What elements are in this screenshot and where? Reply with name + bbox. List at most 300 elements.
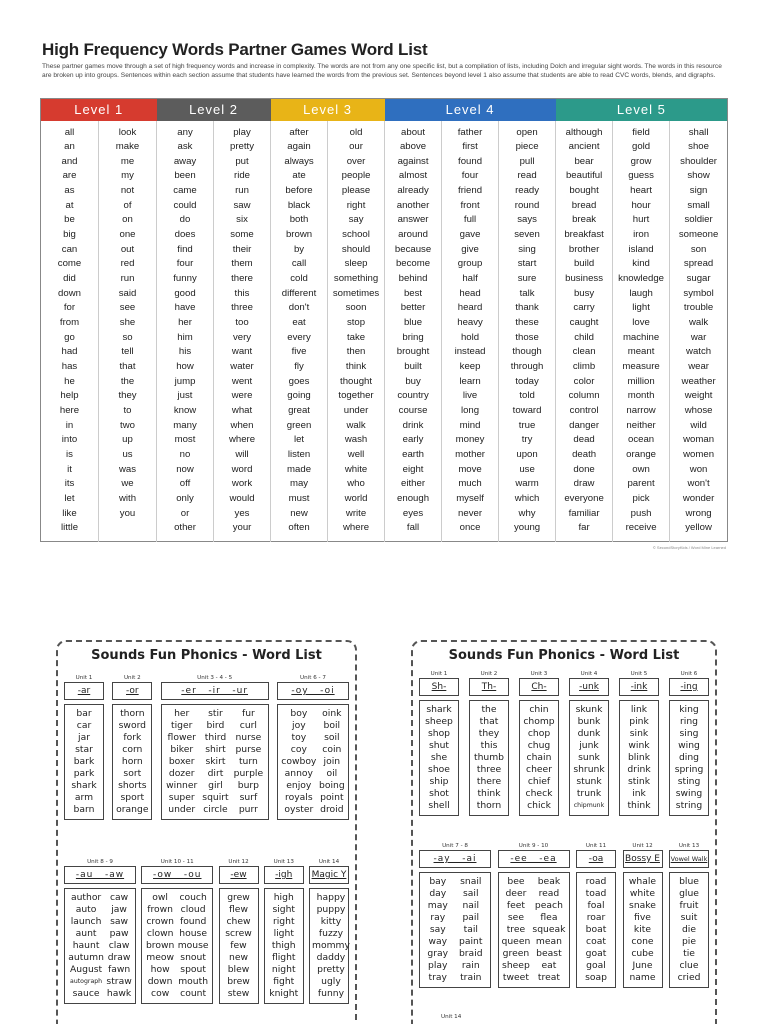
word-item: field (632, 126, 650, 138)
word-item: upon (516, 448, 538, 460)
word-item: mind (459, 419, 481, 431)
word-item: heard (457, 302, 483, 314)
word-list-box (64, 888, 136, 1004)
word-item: become (395, 258, 431, 270)
unit-label: Unit 7 - 8 (442, 843, 468, 849)
phonogram-box (419, 678, 459, 696)
word-item: friend (458, 185, 483, 197)
unit-label: Unit 14 (441, 1014, 462, 1020)
word-item: knight (269, 988, 299, 999)
word-item: eat (292, 317, 306, 329)
word-item: how (176, 361, 194, 372)
word-item: own (632, 463, 650, 475)
word-item: bunk (577, 716, 601, 727)
word-item: work (231, 478, 253, 490)
word-list-box (669, 872, 709, 988)
word-item: her (174, 708, 190, 719)
word-item: four (461, 170, 479, 182)
word-item: far (578, 522, 590, 534)
word-item: eight (402, 463, 424, 475)
word-item: into (61, 434, 78, 446)
word-item: three (476, 764, 502, 775)
unit-label: Unit 3 - 4 - 5 (197, 675, 233, 681)
word-item: check (525, 788, 553, 799)
phonogram-label: -ow -ou (153, 870, 202, 880)
word-item: did (63, 273, 76, 285)
word-item: on (122, 214, 133, 226)
word-item: corn (122, 744, 143, 755)
word-item: told (519, 390, 535, 402)
word-item: roar (586, 912, 606, 923)
word-item: guess (628, 170, 654, 182)
word-item: often (288, 522, 310, 534)
word-item: of (123, 199, 132, 211)
word-item: skunk (575, 704, 603, 715)
unit-group-2 (64, 858, 349, 1004)
word-item: walk (346, 419, 366, 431)
word-item: little (60, 522, 79, 534)
word-item: chew (226, 916, 251, 927)
word-item: under (168, 804, 196, 815)
word-item: toy (291, 732, 307, 743)
word-item: ready (515, 185, 540, 197)
word-item: though (512, 346, 542, 358)
word-item: familiar (568, 507, 600, 519)
word-item: royals (285, 792, 313, 803)
word-item: should (341, 243, 371, 255)
word-item: squeak (532, 924, 566, 935)
word-item: hawk (106, 988, 132, 999)
word-item: launch (70, 916, 102, 927)
word-item: myself (456, 492, 484, 504)
word-item: carry (573, 302, 595, 314)
word-item: go (64, 331, 75, 343)
word-item: oyster (284, 804, 314, 815)
word-column (613, 121, 670, 542)
word-item: happy (316, 892, 346, 903)
word-item: won (689, 463, 708, 475)
word-item: those (515, 331, 539, 343)
word-item: wing (678, 740, 700, 751)
word-item: sort (123, 768, 142, 779)
word-item: us (122, 448, 133, 460)
word-item: dead (573, 434, 595, 446)
word-item: breakfast (564, 229, 604, 241)
word-item: are (62, 170, 77, 182)
phonogram-label: -oy -oi (291, 686, 335, 696)
word-item: my (121, 170, 134, 182)
word-list-box (619, 700, 659, 816)
word-item: peach (534, 900, 563, 911)
word-item: front (460, 199, 480, 211)
word-column (214, 121, 271, 542)
word-item: let (293, 434, 305, 446)
word-item: bar (76, 708, 92, 719)
word-list-box (112, 704, 152, 820)
word-item: grew (227, 892, 250, 903)
word-item: there (476, 776, 502, 787)
word-item: better (400, 302, 426, 314)
word-item: they (118, 390, 137, 402)
word-item: shorts (118, 780, 147, 791)
word-item: straw (106, 976, 132, 987)
word-item: he (64, 375, 75, 387)
unit-label: Unit 3 (530, 671, 548, 677)
word-item: went (231, 375, 253, 387)
word-item: above (399, 141, 427, 153)
word-item: buy (405, 375, 421, 387)
word-item: chop (527, 728, 551, 739)
word-item: autograph (70, 978, 103, 985)
word-item: chain (526, 752, 552, 763)
word-item: all (64, 126, 75, 138)
word-item: bear (574, 155, 594, 167)
unit-column (419, 670, 459, 816)
word-item: sting (677, 776, 701, 787)
word-item: war (690, 331, 707, 343)
word-item: treat (537, 972, 560, 983)
word-item: bee (507, 876, 525, 887)
phonogram-label: -ink (630, 682, 648, 692)
word-item: too (235, 317, 249, 329)
word-item: small (687, 199, 710, 211)
word-item: circle (203, 804, 228, 815)
word-item: going (287, 390, 311, 402)
word-item: build (573, 258, 595, 270)
phonogram-box (623, 850, 663, 868)
word-item: danger (569, 419, 600, 431)
word-item: chick (527, 800, 551, 811)
unit-label: Unit 14 (318, 859, 340, 865)
word-item: new (229, 952, 248, 963)
word-item: every (287, 331, 311, 343)
word-item: color (573, 375, 595, 387)
unit-label: Unit 11 (585, 843, 607, 849)
word-item: laugh (629, 287, 653, 299)
word-item: beak (537, 876, 561, 887)
word-item: glue (679, 888, 699, 899)
word-item: June (632, 960, 653, 971)
unit-column (469, 670, 509, 816)
word-item: funny (317, 988, 345, 999)
word-item: draw (107, 952, 131, 963)
word-list-box (419, 700, 459, 816)
word-item: no (179, 448, 191, 460)
word-item: shall (688, 126, 709, 138)
word-item: another (396, 199, 430, 211)
word-column (442, 121, 499, 542)
word-item: receive (625, 522, 657, 534)
word-item: flight (271, 952, 296, 963)
word-item: blew (227, 964, 250, 975)
word-item: hour (631, 199, 651, 211)
word-item: again (287, 141, 311, 153)
word-list-box (498, 872, 570, 988)
word-item: ink (632, 788, 646, 799)
word-item: cold (290, 273, 308, 285)
word-item: island (628, 243, 654, 255)
word-item: please (341, 185, 371, 197)
word-item: bird (206, 720, 225, 731)
phonogram-box (309, 866, 349, 884)
word-item: child (574, 331, 594, 343)
word-item: people (341, 170, 371, 182)
word-item: may (289, 478, 309, 490)
word-item: sail (463, 888, 479, 899)
word-item: owl (152, 892, 168, 903)
level-4-header: Level 4 (385, 99, 556, 121)
word-item: long (460, 404, 480, 416)
word-item: symbol (683, 287, 714, 299)
word-item: let (64, 492, 75, 504)
word-item: trouble (683, 302, 714, 314)
word-item: chug (527, 740, 551, 751)
word-item: car (76, 720, 92, 731)
word-item: five (634, 912, 651, 923)
word-item: play (233, 126, 251, 138)
word-item: green (502, 948, 530, 959)
unit-label: Unit 1 (75, 675, 93, 681)
word-item: piece (515, 141, 539, 153)
word-item: start (517, 258, 537, 270)
word-item: wild (690, 419, 707, 431)
word-item: ring (679, 716, 698, 727)
word-item: wink (628, 740, 650, 751)
word-item: thorn (476, 800, 502, 811)
word-item: do (179, 214, 191, 226)
word-list-table (40, 98, 728, 542)
phonogram-label: Vowel Walk (670, 854, 708, 863)
word-item: the (481, 704, 497, 715)
unit-column (498, 842, 570, 988)
word-item: shot (429, 788, 449, 799)
word-item: walk (688, 317, 709, 329)
word-item: fork (123, 732, 142, 743)
word-item: were (231, 390, 253, 402)
word-item: brought (396, 346, 430, 358)
word-item: caught (569, 317, 599, 329)
phonogram-label: -igh (275, 870, 293, 880)
word-item: ride (234, 170, 251, 182)
word-item: horn (121, 756, 143, 767)
word-item: women (683, 448, 715, 460)
word-item: shark (71, 780, 97, 791)
level-3-header: Level 3 (271, 99, 385, 121)
word-item: warm (515, 478, 539, 490)
word-item: chin (529, 704, 549, 715)
word-item: has (61, 361, 78, 372)
word-item: thought (340, 375, 373, 387)
word-item: red (120, 258, 135, 270)
word-item: spring (674, 764, 704, 775)
word-item: their (232, 243, 252, 255)
word-item: round (514, 199, 540, 211)
word-item: head (459, 287, 481, 299)
word-item: third (204, 732, 227, 743)
word-item: dirt (207, 768, 224, 779)
word-item: just (177, 390, 193, 402)
word-item: light (273, 928, 294, 939)
word-item: won't (687, 478, 710, 490)
word-column (328, 121, 385, 542)
word-item: soon (345, 302, 367, 314)
word-item: after (289, 126, 309, 138)
word-item: show (687, 170, 710, 182)
word-item: brother (568, 243, 600, 255)
word-item: read (538, 888, 560, 899)
unit-label: Unit 12 (228, 859, 249, 865)
word-item: snake (629, 900, 656, 911)
word-item: fly (294, 361, 304, 372)
word-item: there (231, 273, 253, 285)
word-item: other (174, 522, 196, 534)
word-item: because (394, 243, 432, 255)
word-item: enjoy (286, 780, 312, 791)
word-item: daddy (316, 952, 346, 963)
word-item: new (290, 507, 308, 519)
unit-label: Unit 13 (678, 843, 700, 849)
word-item: that (119, 361, 136, 372)
word-item: mouse (177, 940, 209, 951)
level-header-row (41, 99, 728, 121)
word-item: her (178, 317, 192, 329)
card-title: Sounds Fun Phonics - Word List (448, 648, 680, 663)
unit-column (309, 858, 349, 1004)
word-item: answer (397, 214, 429, 226)
word-item: although (565, 126, 603, 138)
word-item: flew (229, 904, 248, 915)
word-item: month (627, 390, 655, 402)
word-item: shrunk (573, 764, 605, 775)
word-item: cone (631, 936, 654, 947)
word-item: surf (239, 792, 258, 803)
word-item: soap (585, 972, 607, 983)
word-item: joy (292, 720, 306, 731)
word-item: pail (462, 912, 480, 923)
word-item: thigh (271, 940, 296, 951)
word-list-box (519, 700, 559, 816)
word-item: jaw (111, 904, 127, 915)
phonogram-label: -oa (588, 854, 604, 864)
unit-label: Unit 2 (480, 671, 498, 677)
unit-label: Unit 12 (632, 843, 653, 849)
word-list-box (141, 888, 213, 1004)
word-item: string (675, 800, 703, 811)
word-item: thorn (120, 708, 145, 719)
word-item: turn (238, 756, 258, 767)
phonogram-label: -ar (77, 686, 91, 696)
word-item: use (519, 463, 535, 475)
word-item: clue (679, 960, 699, 971)
word-item: sink (629, 728, 649, 739)
word-item: son (690, 243, 707, 255)
word-item: as (64, 185, 75, 197)
word-list-box (64, 704, 104, 820)
word-item: his (178, 346, 192, 358)
phonogram-box (669, 850, 709, 868)
word-item: someone (678, 229, 719, 241)
word-item: control (569, 404, 599, 416)
word-item: ding (678, 752, 700, 763)
word-list-box (419, 872, 491, 988)
word-item: which (514, 492, 540, 504)
unit-column (161, 674, 269, 820)
word-item: stink (627, 776, 651, 787)
word-item: said (118, 287, 137, 299)
word-item: once (459, 522, 481, 534)
word-item: from (59, 317, 80, 329)
word-item: frown (147, 904, 174, 915)
word-item: nurse (235, 732, 262, 743)
word-item: over (346, 155, 366, 167)
word-item: saw (233, 199, 251, 211)
word-item: want (231, 346, 253, 358)
word-item: goat (585, 948, 607, 959)
word-item: built (404, 361, 422, 372)
word-item: autumn (68, 952, 104, 963)
word-item: die (681, 924, 697, 935)
word-item: count (180, 988, 207, 999)
word-item: learn (459, 375, 481, 387)
word-item: bread (571, 199, 597, 211)
word-list-box (576, 872, 616, 988)
word-item: pink (629, 716, 649, 727)
word-item: whale (628, 876, 657, 887)
phonogram-box (64, 682, 104, 700)
word-item: read (517, 170, 537, 182)
word-item: together (338, 390, 374, 402)
word-list-box (219, 888, 259, 1004)
unit-label: Unit 1 (430, 671, 448, 677)
word-item: blink (627, 752, 651, 763)
word-item: country (397, 390, 429, 402)
word-item: sure (517, 273, 537, 285)
word-item: does (174, 229, 196, 241)
word-list-box (161, 704, 269, 820)
word-item: droid (320, 804, 344, 815)
word-item: purse (235, 744, 262, 755)
word-item: this (234, 287, 250, 299)
word-item: enough (397, 492, 430, 504)
word-item: out (120, 243, 135, 255)
word-item: had (61, 346, 78, 358)
word-item: caw (109, 892, 129, 903)
word-item: oil (326, 768, 338, 779)
word-item: any (177, 126, 193, 138)
phonogram-box (619, 678, 659, 696)
word-item: park (73, 768, 95, 779)
word-item: take (346, 331, 366, 343)
word-item: water (230, 361, 254, 372)
word-item: give (461, 243, 479, 255)
word-item: something (333, 273, 379, 285)
word-item: star (75, 744, 93, 755)
word-item: who (347, 478, 365, 490)
word-item: woman (683, 434, 715, 446)
word-item: beautiful (565, 170, 603, 182)
word-item: braid (458, 948, 483, 959)
word-item: brown (145, 940, 175, 951)
word-item: stew (227, 988, 250, 999)
word-item: young (513, 522, 541, 534)
word-columns-row (41, 121, 728, 542)
word-item: crown (146, 916, 174, 927)
word-item: found (179, 916, 207, 927)
word-item: think (345, 361, 367, 372)
word-item: seven (514, 229, 540, 241)
word-item: done (573, 463, 595, 475)
unit-group-2 (419, 842, 709, 988)
